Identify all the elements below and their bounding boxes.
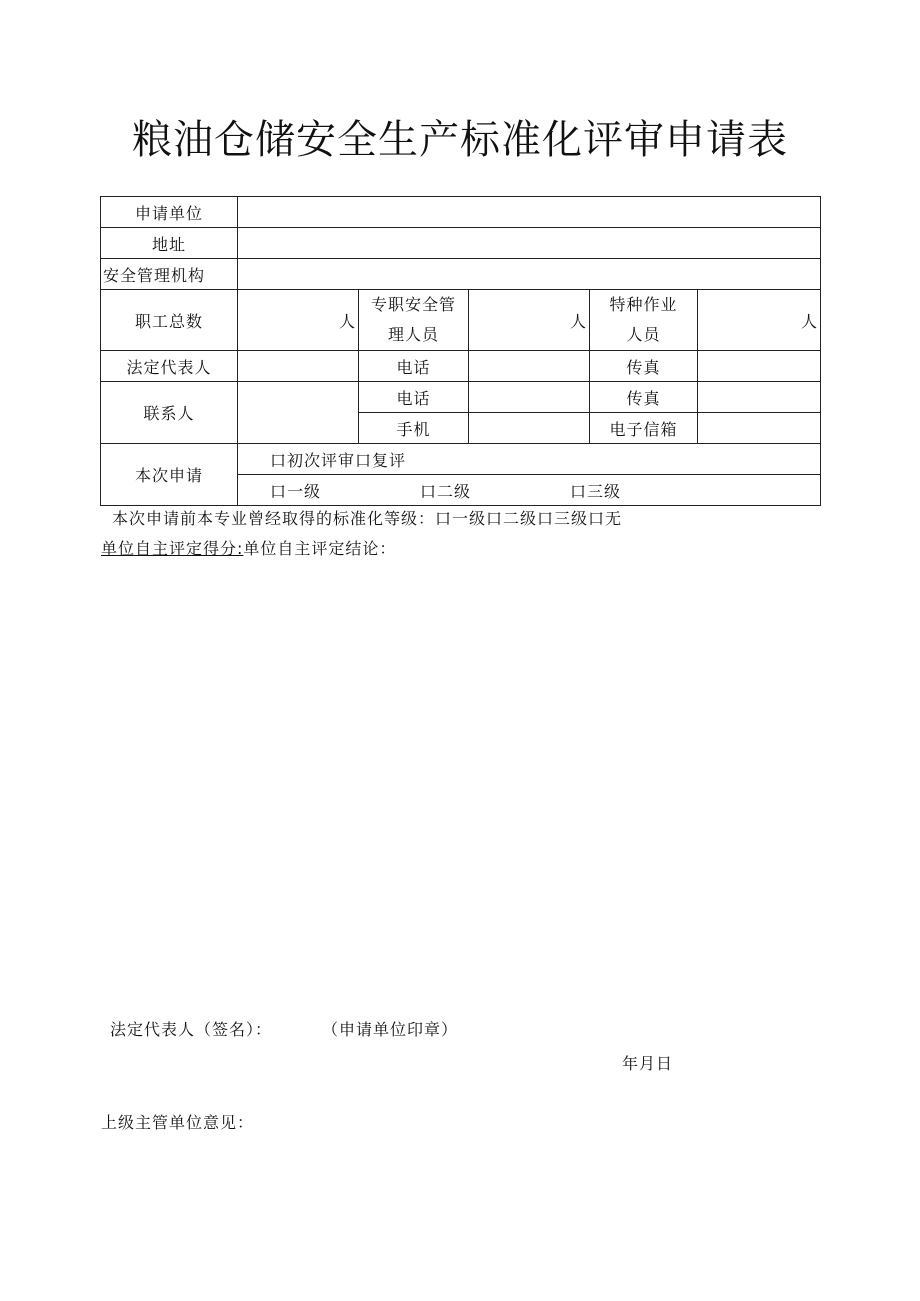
contact-field[interactable] xyxy=(238,382,359,444)
self-score-label: 单位自主评定得分: xyxy=(101,539,244,558)
address-field[interactable] xyxy=(238,228,821,259)
legal-rep-field[interactable] xyxy=(238,351,359,382)
table-row xyxy=(101,259,821,290)
table-row xyxy=(101,382,821,413)
table-row xyxy=(101,290,821,351)
fulltime-safety-label-line2: 理人员 xyxy=(387,325,439,344)
legal-rep-fax-field[interactable] xyxy=(698,351,821,382)
fulltime-safety-label-line1: 专职安全管 xyxy=(370,295,456,314)
legal-rep-phone-field[interactable] xyxy=(469,351,590,382)
staff-total-field[interactable] xyxy=(238,290,359,351)
legal-rep-label: 法定代表人 xyxy=(101,351,238,382)
special-ops-label xyxy=(590,290,698,351)
table-row xyxy=(101,197,821,228)
address-label: 地址 xyxy=(101,228,238,259)
legal-rep-signature-label: 法定代表人（签名）： xyxy=(110,1020,273,1039)
level-3-option[interactable]: 口三级 xyxy=(570,481,622,501)
legal-rep-fax-label: 传真 xyxy=(590,351,698,382)
applicant-unit-label: 申请单位 xyxy=(101,197,238,228)
table-row xyxy=(101,444,821,475)
page-title: 粮油仓储安全生产标准化评审申请表 xyxy=(132,117,788,163)
mobile-field[interactable] xyxy=(469,413,590,444)
contact-label: 联系人 xyxy=(101,382,238,444)
level-2-option[interactable]: 口二级 xyxy=(420,481,472,501)
contact-phone-label: 电话 xyxy=(359,382,469,413)
safety-org-label: 安全管理机构 xyxy=(101,259,238,290)
seal-label: （申请单位印章） xyxy=(322,1020,459,1039)
table-row xyxy=(101,228,821,259)
review-type-options[interactable]: 口初次评审口复评 xyxy=(238,444,821,475)
person-unit: 人 xyxy=(800,311,818,331)
date-label: 年月日 xyxy=(622,1054,674,1073)
email-field[interactable] xyxy=(698,413,821,444)
safety-org-field[interactable] xyxy=(238,259,821,290)
table-row xyxy=(101,351,821,382)
level-1-option[interactable]: 口一级 xyxy=(270,481,322,501)
special-ops-label-line2: 人员 xyxy=(626,325,661,344)
special-ops-label-line1: 特种作业 xyxy=(609,295,678,314)
level-options xyxy=(238,475,821,506)
contact-phone-field[interactable] xyxy=(469,382,590,413)
this-application-label: 本次申请 xyxy=(101,444,238,506)
fulltime-safety-field[interactable] xyxy=(469,290,590,351)
special-ops-field[interactable] xyxy=(698,290,821,351)
mobile-label: 手机 xyxy=(359,413,469,444)
self-conclusion-label: 单位自主评定结论： xyxy=(243,539,397,558)
staff-total-label: 职工总数 xyxy=(101,290,238,351)
superior-opinion-label: 上级主管单位意见： xyxy=(101,1113,255,1132)
prior-level-line: 本次申请前本专业曾经取得的标准化等级：口一级口二级口三级口无 xyxy=(112,509,623,528)
email-label: 电子信箱 xyxy=(590,413,698,444)
self-evaluation-line xyxy=(101,536,396,559)
legal-rep-phone-label: 电话 xyxy=(359,351,469,382)
contact-fax-label: 传真 xyxy=(590,382,698,413)
fulltime-safety-label xyxy=(359,290,469,351)
contact-fax-field[interactable] xyxy=(698,382,821,413)
application-form-table xyxy=(100,196,821,506)
person-unit: 人 xyxy=(569,311,587,331)
person-unit: 人 xyxy=(338,311,356,331)
applicant-unit-field[interactable] xyxy=(238,197,821,228)
